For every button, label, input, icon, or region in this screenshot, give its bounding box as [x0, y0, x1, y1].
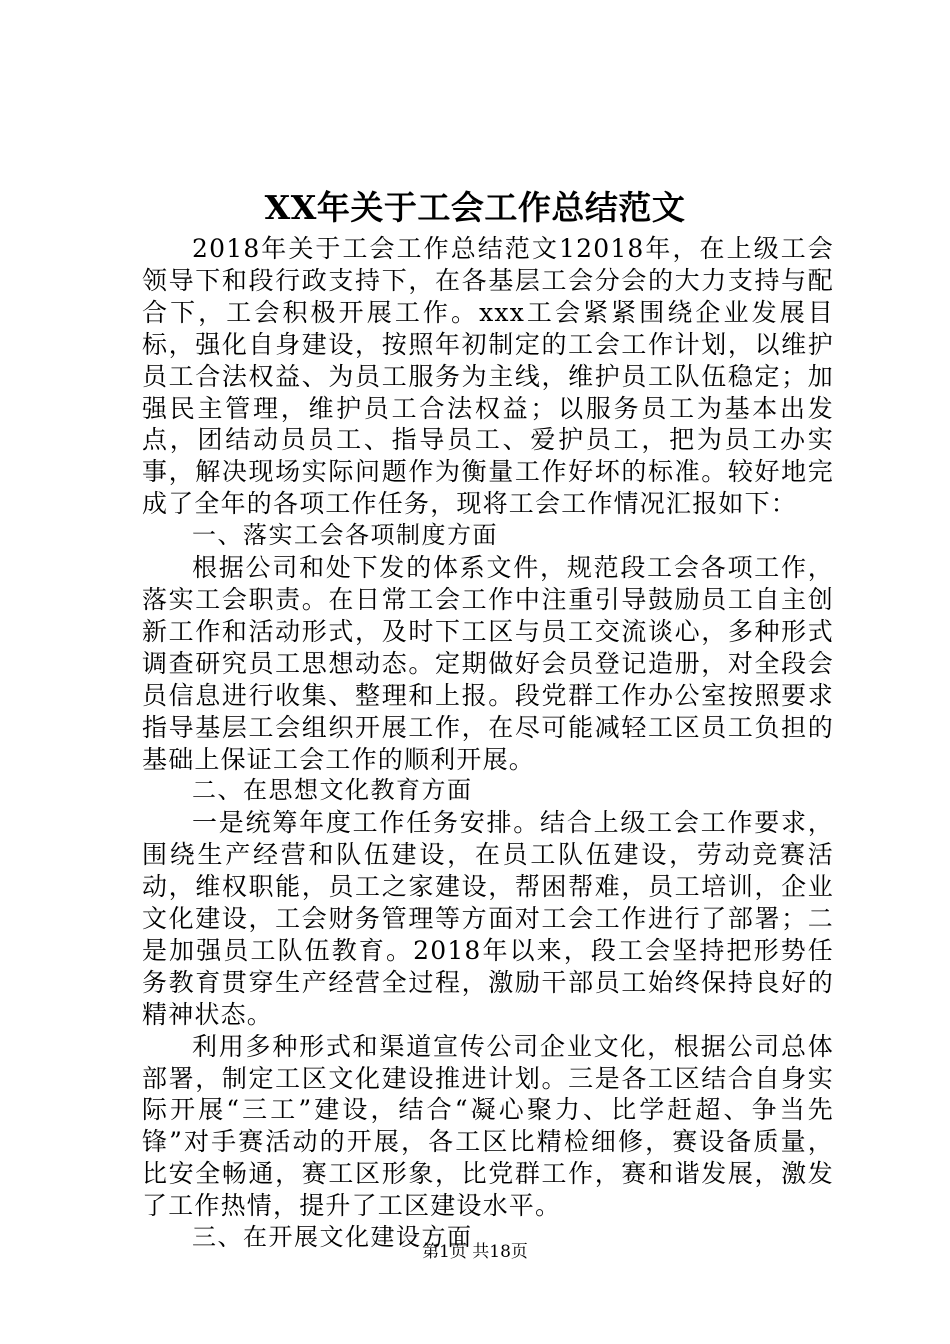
paragraph-section-2a: 一是统筹年度工作任务安排。结合上级工会工作要求，围绕生产经营和队伍建设，在员工队伍建设，劳动竞赛活动，维权职能，员工之家建设，帮困帮难，员工培训，企业文化建设，工会财务管理等方面对工会工作进行了部署；二是加强员工队伍教育。2018年以来，段工会坚持把形势任务教育贯穿生产经营全过程，激励干部员工始终保持良好的精神状态。	[142, 808, 834, 1029]
paragraph-section-2b: 利用多种形式和渠道宣传公司企业文化，根据公司总体部署，制定工区文化建设推进计划。三是各工区结合自身实际开展“三工”建设，结合“凝心聚力、比学赶超、争当先锋”对手赛活动的开展，各工区比精检细修，赛设备质量，比安全畅通，赛工区形象，比党群工作，赛和谐发展，激发了工作热情，提升了工区建设水平。	[142, 1031, 834, 1221]
section-heading-2: 二、在思想文化教育方面	[192, 776, 473, 805]
document-title: XX年关于工会工作总结范文	[264, 188, 686, 227]
paragraph-section-1: 根据公司和处下发的体系文件，规范段工会各项工作，落实工会职责。在日常工会工作中注重引导鼓励员工自主创新工作和活动形式，及时下工区与员工交流谈心，多种形式调查研究员工思想动态。定期做好会员登记造册，对全段会员信息进行收集、整理和上报。段党群工作办公室按照要求指导基层工会组织开展工作，在尽可能减轻工区员工负担的基础上保证工会工作的顺利开展。	[142, 553, 834, 774]
page-number-footer: 第1页 共18页	[422, 1242, 528, 1262]
paragraph-intro: 2018年关于工会工作总结范文12018年，在上级工会领导下和段行政支持下，在各基层工会分会的大力支持与配合下，工会积极开展工作。xxx工会紧紧围绕企业发展目标，强化自身建设，按照年初制定的工会工作计划，以维护员工合法权益、为员工服务为主线，维护员工队伍稳定；加强民主管理，维护员工合法权益；以服务员工为基本出发点，团结动员员工、指导员工、爱护员工，把为员工办实事，解决现场实际问题作为衡量工作好坏的标准。较好地完成了全年的各项工作任务，现将工会工作情况汇报如下：	[142, 234, 834, 519]
section-heading-1: 一、落实工会各项制度方面	[192, 521, 498, 550]
document-body	[142, 233, 834, 1254]
section-heading-3: 三、在开展文化建设方面	[192, 1223, 473, 1252]
